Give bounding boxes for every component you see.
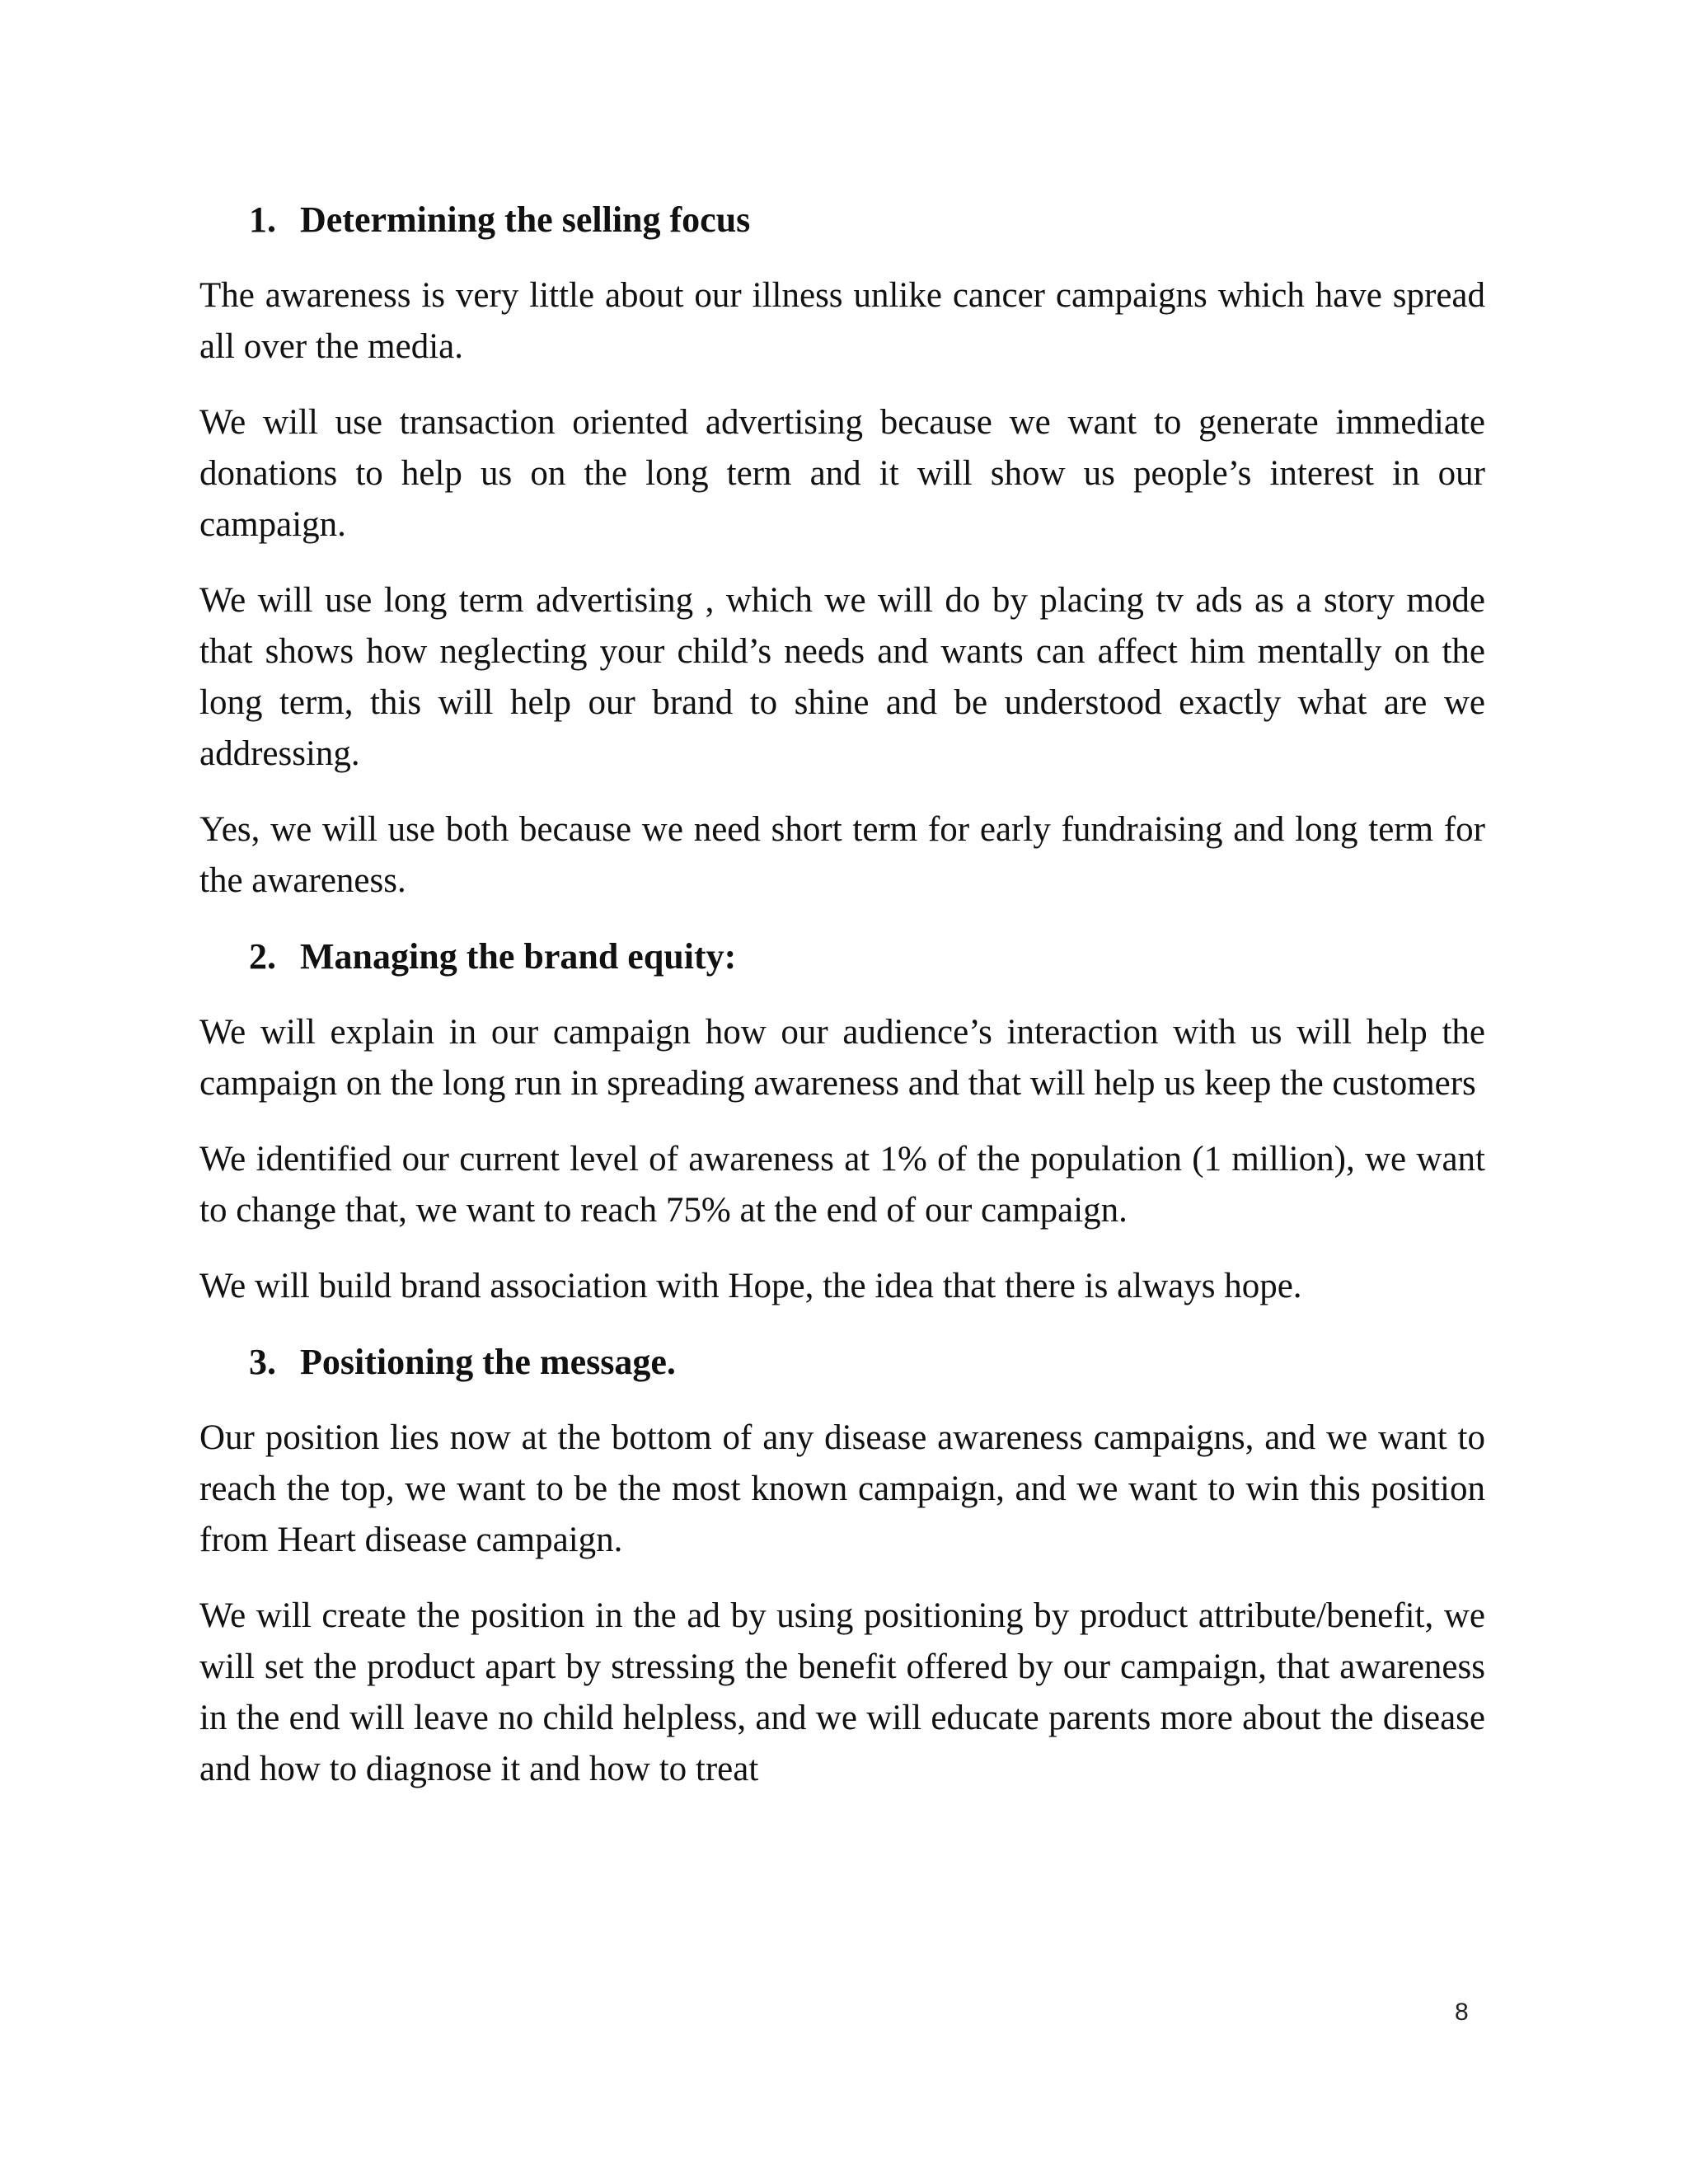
paragraph: The awareness is very little about our illness unlike cancer campaigns which have spread all over the media.	[199, 276, 1485, 366]
paragraph: We will build brand association with Hope, the idea that there is always hope.	[199, 1267, 1302, 1305]
paragraph: We identified our current level of awareness at 1% of the population (1 million), we want to change that, we want to reach 75% at the end of our campaign.	[199, 1140, 1485, 1230]
section-heading-selling-focus	[199, 194, 1485, 246]
section-heading-positioning	[199, 1337, 1485, 1388]
page-number: 8	[1455, 1999, 1469, 2026]
section-title: Managing the brand equity:	[300, 936, 737, 977]
paragraph: Yes, we will use both because we need short term for early fundraising and long term for the awareness.	[199, 810, 1485, 900]
section-title: Determining the selling focus	[300, 199, 751, 240]
paragraph: We will explain in our campaign how our audience’s interaction with us will help the campaign on the long run in spreading awareness and that will help us keep the customers	[199, 1013, 1485, 1103]
page-body	[199, 194, 1485, 1795]
paragraph: We will create the position in the ad by using positioning by product attribute/benefit, we will set the product apart by stressing the benefit offered by our campaign, that awareness in the end will leave no child helpless, and we will educate parents more about the disease and how to diagnose it and how to treat	[199, 1596, 1485, 1788]
paragraph: Our position lies now at the bottom of any disease awareness campaigns, and we want to reach the top, we want to be the most known campaign, and we want to win this position from Heart disease campaign.	[199, 1418, 1485, 1559]
section-number: 1.	[249, 199, 276, 240]
section-number: 2.	[249, 936, 276, 977]
paragraph: We will use transaction oriented advertising because we want to generate immediate donations to help us on the long term and it will show us people’s interest in our campaign.	[199, 403, 1485, 544]
section-number: 3.	[249, 1342, 276, 1382]
section-heading-brand-equity	[199, 931, 1485, 982]
paragraph: We will use long term advertising , which we will do by placing tv ads as a story mode that shows how neglecting your child’s needs and wants can affect him mentally on the long term, this will help our brand to shine and be understood exactly what are we addressing.	[199, 581, 1485, 773]
section-title: Positioning the message.	[300, 1342, 676, 1382]
